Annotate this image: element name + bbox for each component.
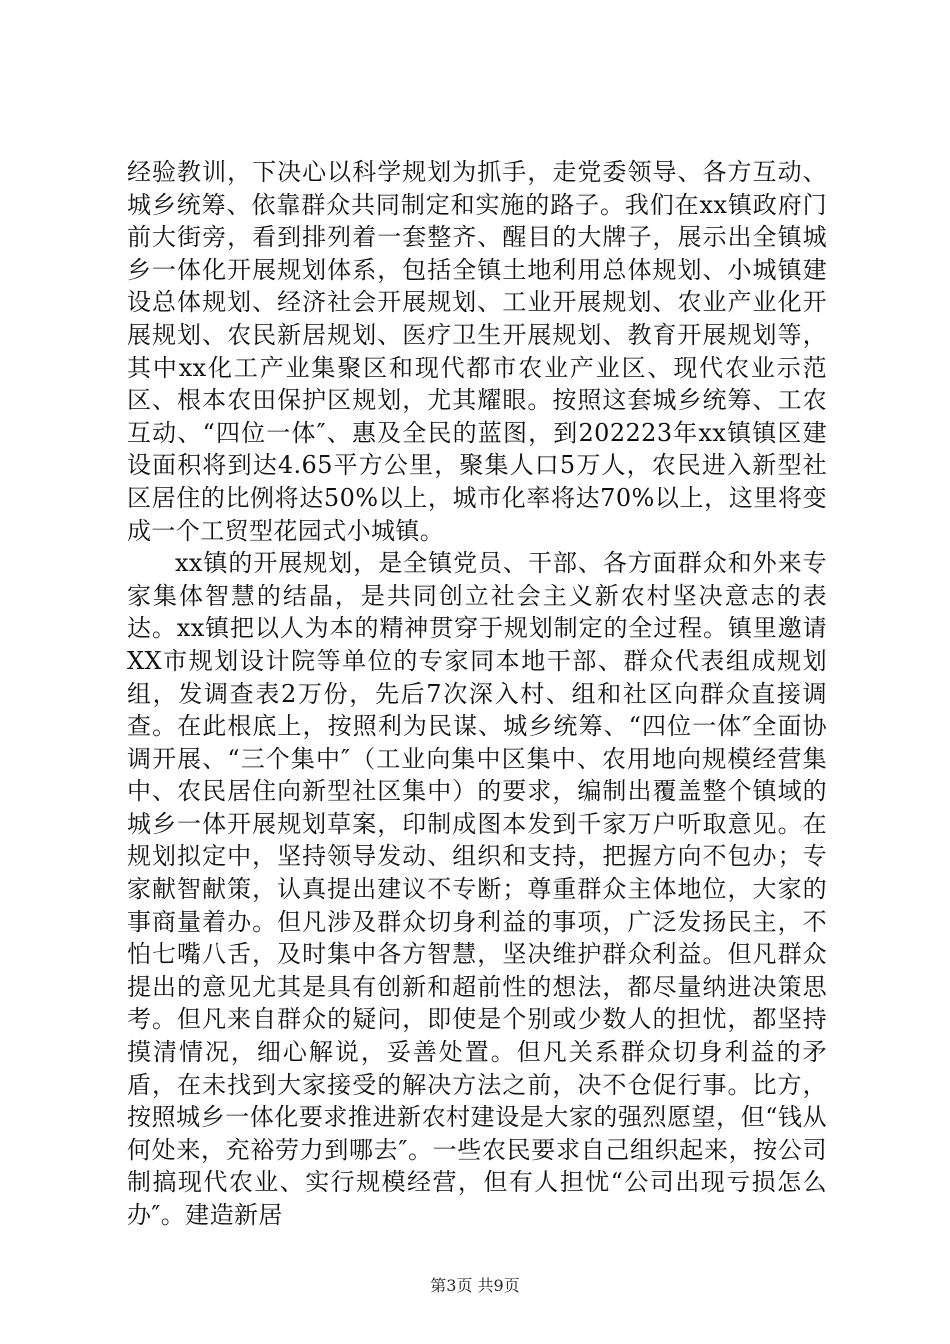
page-footer: 第3页 共9页 bbox=[430, 1276, 520, 1295]
paragraph-development-plan: xx镇的开展规划，是全镇党员、干部、各方面群众和外来专家集体智慧的结晶，是共同创立社会主义新农村坚决意志的表达。xx镇把以人为本的精神贯穿于规划制定的全过程。镇里邀请XX市规划设计院等单位的专家同本地干部、群众代表组成规划组，发调查表2万份，先后7次深入村、组和社区向群众直接调查。在此根底上，按照利为民谋、城乡统筹、“四位一体″全面协调开展、“三个集中″（工业向集中区集中、农用地向规模经营集中、农民居住向新型社区集中）的要求，编制出覆盖整个镇域的城乡一体开展规划草案，印制成图本发到千家万户听取意见。在规划拟定中，坚持领导发动、组织和支持，把握方向不包办；专家献智献策，认真提出建议不专断；尊重群众主体地位，大家的事商量着办。但凡涉及群众切身利益的事项，广泛发扬民主，不怕七嘴八舌，及时集中各方智慧，坚决维护群众利益。但凡群众提出的意见尤其是具有创新和超前性的想法，都尽量纳进决策思考。但凡来自群众的疑问，即使是个别或少数人的担忧，都坚持摸清情况，细心解说，妥善处置。但凡关系群众切身利益的矛盾，在未找到大家接受的解决方法之前，决不仓促行事。比方，按照城乡一体化要求推进新农村建设是大家的强烈愿望，但“钱从何处来，充裕劳力到哪去″。一些农民要求自己组织起来，按公司制搞现代农业、实行规模经营，但有人担忧“公司出现亏损怎么办″。建造新居 bbox=[127, 549, 827, 1229]
paragraph-continuation: 经验教训，下决心以科学规划为抓手，走党委领导、各方互动、城乡统筹、依靠群众共同制定和实施的路子。我们在xx镇政府门前大街旁，看到排列着一套整齐、醒目的大牌子，展示出全镇城乡一体化开展规划体系，包括全镇土地利用总体规划、小城镇建设总体规划、经济社会开展规划、工业开展规划、农业产业化开展规划、农民新居规划、医疗卫生开展规划、教育开展规划等，其中xx化工产业集聚区和现代都市农业产业区、现代农业示范区、根本农田保护区规划，尤其耀眼。按照这套城乡统筹、工农互动、“四位一体″、惠及全民的蓝图，到202223年xx镇镇区建设面积将到达4.65平方公里，聚集人口5万人，农民进入新型社区居住的比例将达50%以上，城市化率将达70%以上，这里将变成一个工贸型花园式小城镇。 bbox=[127, 158, 827, 545]
body-text bbox=[127, 156, 827, 1232]
